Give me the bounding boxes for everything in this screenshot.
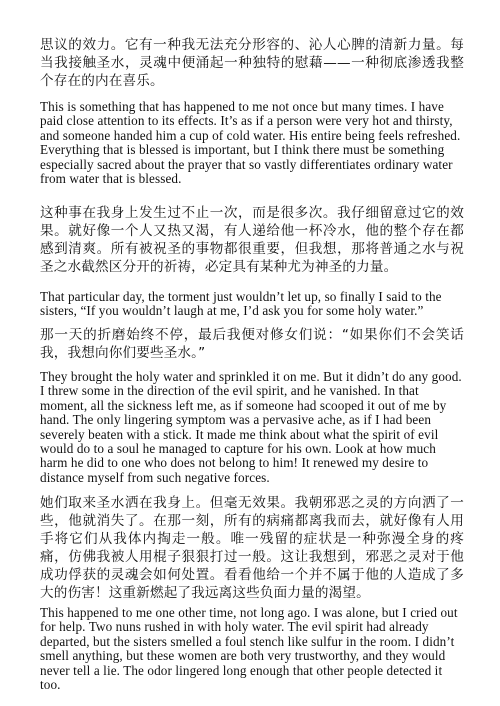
english-paragraph-1: This is something that has happened to me not once but many times. I have paid close attention to its effects. It’s as if a person were very hot and thirsty, and someone handed him a cup of cold water. His entire being feels refreshed. Everything that is blessed is important, but I think there must be something especially sacred about the prayer that so vastly differentiates ordinary water from water that is blessed. [40,99,461,187]
english-paragraph-3: They brought the holy water and sprinkled it on me. But it didn’t do any good. I threw some in the direction of the evil spirit, and he vanished. In that moment, all the sickness left me, as if someone had scooped it out of me by hand. The only lingering symptom was a pervasive ache, as if I had been severely beaten with a stick. It made me think about what the spirit of evil would do to a soul he managed to capture for his own. Look at how much harm he did to one who does not belong to him! It renewed my desire to distance myself from such negative forces. [40,369,462,485]
english-paragraph-4: This happened to me one other time, not long ago. I was alone, but I cried out for help. Two nuns rushed in with holy water. The evil spirit had already departed, but the sisters smelled a foul stench like sulfur in the room. I didn’t smell anything, but these women are both very trustworthy, and they would never tell a lie. The odor lingered long enough that other people detected it too. [40,605,458,693]
chinese-paragraph-3: 那一天的折磨始终不停，最后我便对修女们说：“如果你们不会笑话我，我想向你们要些圣水。” [40,327,464,361]
chinese-paragraph-1: 思议的效力。它有一种我无法充分形容的、沁人心脾的清新力量。每当我接触圣水，灵魂中便涌起一种独特的慰藉——一种彻底渗透我整个存在的内在喜乐。 [40,37,464,89]
english-paragraph-2: That particular day, the torment just wouldn’t let up, so finally I said to the sisters, “If you wouldn’t laugh at me, I’d ask you for some holy water.” [40,289,442,319]
chinese-paragraph-2: 这种事在我身上发生过不止一次，而是很多次。我仔细留意过它的效果。就好像一个人又热又渴，有人递给他一杯冷水，他的整个存在都感到清爽。所有被祝圣的事物都很重要，但我想，那将普通之水与祝圣之水截然区分开的祈祷，必定具有某种尤为神圣的力量。 [40,205,464,275]
chinese-paragraph-4: 她们取来圣水洒在我身上。但毫无效果。我朝邪恶之灵的方向洒了一些，他就消失了。在那一刻，所有的病痛都离我而去，就好像有人用手将它们从我体内掏走一般。唯一残留的症状是一种弥漫全身的疼痛，仿佛我被人用棍子狠狠打过一般。这让我想到，邪恶之灵对于他成功俘获的灵魂会如何处置。看看他给一个并不属于他的人造成了多大的伤害！这重新燃起了我远离这些负面力量的渴望。 [40,495,464,601]
